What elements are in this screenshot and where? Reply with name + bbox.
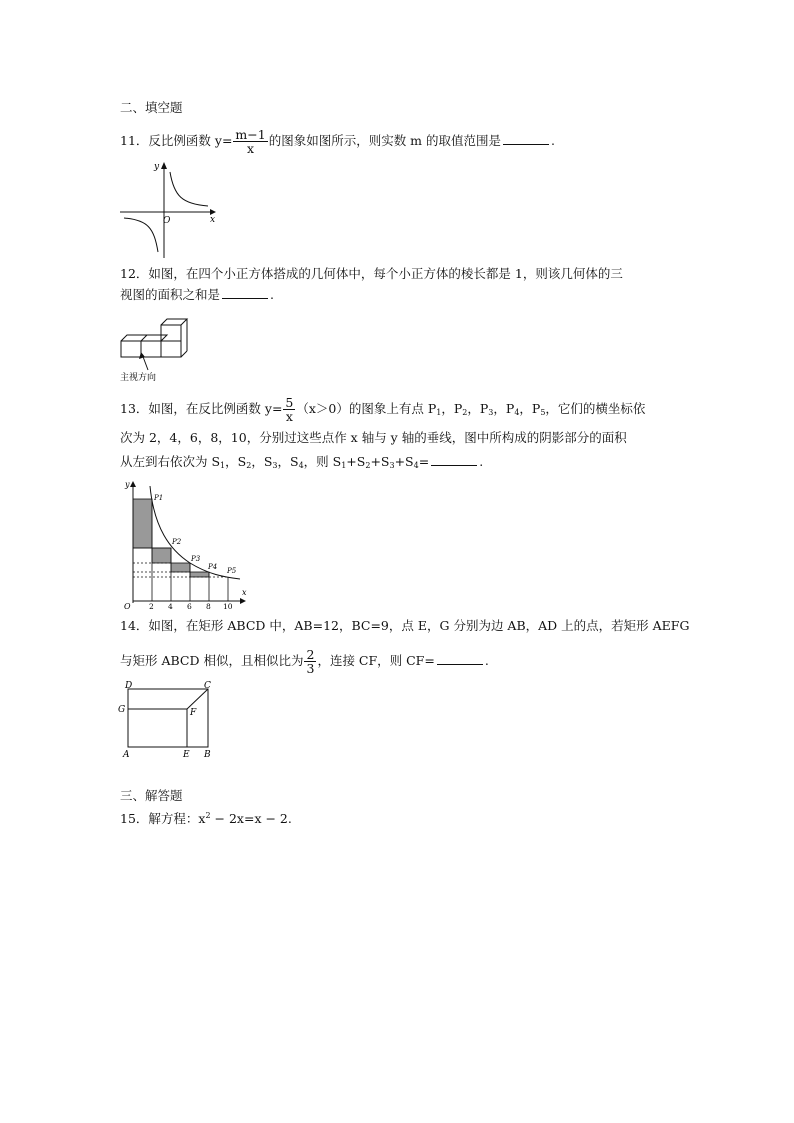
q13-tick-4: 4: [168, 602, 173, 610]
q14-answer-blank: [437, 651, 483, 665]
q13-sum-sub-1: 1: [341, 461, 347, 470]
q12-cube-1-top: [121, 335, 147, 341]
q15-sup: 2: [205, 811, 211, 820]
q15-b: − 2x=x − 2.: [210, 811, 292, 826]
q13-y-label: y: [125, 480, 130, 489]
question-13-line-1: [120, 396, 645, 423]
q11-y-arrow: [161, 162, 167, 169]
q12-caption: 主视方向: [120, 373, 157, 383]
question-14-line-2: [120, 648, 489, 675]
q11-frac-den: x: [247, 141, 255, 156]
q11-curve-upper: [170, 172, 208, 206]
q13-point-p5: P5: [227, 567, 237, 575]
q11-origin-label: O: [163, 216, 171, 226]
q12-cube-3: [161, 341, 181, 357]
q13-fraction: [283, 396, 295, 423]
q13-l3g: +S: [370, 454, 390, 469]
q13-curve: [150, 486, 240, 579]
q13-point-p1: P1: [154, 494, 164, 502]
q12-cube-2-top: [147, 335, 167, 341]
section-title-fill-in: 二、填空题: [120, 100, 183, 115]
question-14-line-1: 14．如图，在矩形 ABCD 中，AB=12，BC=9，点 E，G 分别为边 AB，AD 上的点，若矩形 AEFG: [120, 618, 690, 633]
q12-cubes-figure: [118, 312, 192, 384]
q13-sub-2: 2: [462, 408, 468, 417]
q13-y-arrow: [130, 481, 136, 487]
q14-segment-cf: [187, 689, 208, 709]
q13-end: .: [479, 454, 484, 469]
question-11: [120, 128, 555, 155]
q15-a: 15．解方程：x: [120, 811, 206, 826]
q13-s-sub-2: 2: [246, 461, 252, 470]
q13-frac-num: 5: [285, 395, 294, 410]
q14-label-a: A: [123, 750, 130, 760]
q13-l3c: ，S: [251, 454, 273, 469]
q13-sub-5: 5: [540, 408, 546, 417]
q13-x-arrow: [240, 598, 246, 604]
q11-fraction: [233, 128, 267, 155]
q13-sub-1: 1: [436, 408, 442, 417]
q11-frac-num: m−1: [235, 127, 266, 142]
q12-cube-1: [121, 341, 141, 357]
q14-label-f: F: [190, 708, 197, 718]
q14-rect-abcd: [128, 689, 208, 747]
q11-answer-blank: [503, 131, 549, 145]
q13-l1c: ，P: [441, 401, 463, 416]
section-title-solutions: 三、解答题: [120, 788, 183, 803]
q13-l1e: ，P: [493, 401, 515, 416]
q13-l3h: +S: [394, 454, 414, 469]
q13-answer-blank: [431, 452, 477, 466]
q11-end: .: [551, 133, 555, 148]
q13-hyperbola-figure: [118, 478, 248, 610]
q14-label-b: B: [204, 750, 211, 760]
q14-label-d: D: [125, 681, 133, 691]
q13-l1a: 13．如图，在反比例函数 y=: [120, 401, 283, 416]
q12-cube-4-top: [161, 319, 187, 325]
question-13-line-2: 次为 2，4，6，8，10，分别过这些点作 x 轴与 y 轴的垂线，图中所构成的阴影部分的面积: [120, 430, 627, 445]
q11-x-label: x: [210, 215, 216, 225]
q14-rect-aefg: [128, 709, 187, 747]
q11-hyperbola-figure: [118, 158, 220, 260]
q13-l3i: =: [418, 454, 430, 469]
q13-tick-8: 8: [206, 602, 211, 610]
q13-l3b: ，S: [225, 454, 247, 469]
q13-sum-sub-2: 2: [365, 461, 371, 470]
q13-shade-s2: [152, 548, 171, 563]
q13-l3f: +S: [346, 454, 366, 469]
q14-l2b: ，连接 CF，则 CF=: [317, 653, 435, 668]
q12-line2-text: 视图的面积之和是: [120, 287, 221, 302]
q14-end: .: [484, 653, 489, 668]
q12-end: .: [270, 287, 274, 302]
q14-label-c: C: [204, 681, 211, 691]
q13-l1g: ，它们的横坐标依: [545, 401, 646, 416]
q13-point-p3: P3: [191, 555, 201, 563]
q13-sub-3: 3: [488, 408, 494, 417]
q14-label-e: E: [183, 750, 190, 760]
q11-curve-lower: [124, 218, 158, 252]
q14-fraction: [304, 648, 316, 675]
q13-frac-den: x: [285, 409, 293, 424]
q14-frac-den: 3: [306, 661, 315, 676]
q13-tick-10: 10: [223, 602, 233, 610]
q13-tick-6: 6: [187, 602, 192, 610]
question-15: [120, 806, 292, 829]
q13-l3a: 从左到右依次为 S: [120, 454, 221, 469]
q11-lead: 11．反比例函数 y=: [120, 133, 233, 148]
q14-l2a: 与矩形 ABCD 相似，且相似比为: [120, 653, 304, 668]
q12-arrow-head: [139, 352, 145, 359]
q13-l3e: ，则 S: [303, 454, 342, 469]
q13-point-p4: P4: [208, 563, 218, 571]
q13-shade-s3: [171, 563, 190, 572]
q14-frac-num: 2: [306, 647, 315, 662]
q13-shade-s1: [133, 499, 152, 548]
q11-y-label: y: [154, 162, 160, 172]
question-12-line-2: [120, 285, 274, 305]
q12-cube-3-side: [181, 351, 187, 357]
q13-l3d: ，S: [277, 454, 299, 469]
q14-label-g: G: [118, 705, 126, 715]
q14-rectangle-figure: [116, 680, 216, 760]
q13-x-label: x: [242, 588, 247, 597]
q13-l1d: ，P: [467, 401, 489, 416]
q13-tick-2: 2: [149, 602, 154, 610]
q12-answer-blank: [222, 285, 268, 299]
q13-s-sub-3: 3: [272, 461, 278, 470]
question-12-line-1: 12．如图，在四个小正方体搭成的几何体中，每个小正方体的棱长都是 1，则该几何体的三: [120, 266, 623, 281]
q13-sum-sub-3: 3: [389, 461, 395, 470]
question-13-line-3: [120, 452, 483, 476]
q13-point-p2: P2: [172, 538, 182, 546]
q13-l1b: （x＞0）的图象上有点 P: [296, 401, 437, 416]
q13-s-sub-4: 4: [298, 461, 304, 470]
q13-sub-4: 4: [514, 408, 520, 417]
q13-origin-label: O: [124, 602, 131, 610]
q13-shade-s4: [190, 572, 209, 577]
q13-l1f: ，P: [519, 401, 541, 416]
q11-tail: 的图象如图所示，则实数 m 的取值范围是: [268, 133, 502, 148]
q13-s-sub-1: 1: [220, 461, 226, 470]
q12-cube-2: [141, 341, 161, 357]
q13-sum-sub-4: 4: [413, 461, 419, 470]
